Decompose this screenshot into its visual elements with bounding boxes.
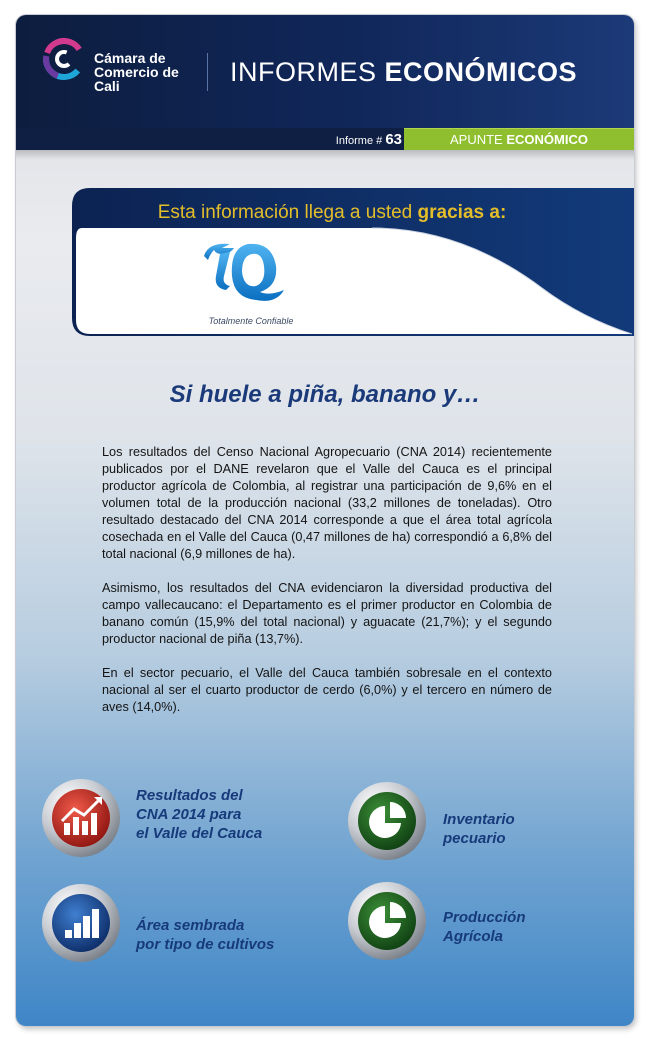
tag-regular: APUNTE (450, 132, 503, 147)
link-text-line[interactable]: Agrícola (443, 928, 504, 945)
planted-area-link-text[interactable] (136, 916, 316, 954)
rising-bar-chart-icon[interactable] (40, 777, 122, 859)
header-divider (207, 53, 208, 91)
article-body (102, 444, 552, 733)
link-text-line[interactable]: CNA 2014 para (136, 806, 242, 823)
pie-chart-icon[interactable] (346, 880, 428, 962)
sponsor-heading-regular: Esta información llega a usted (157, 202, 413, 223)
title-bold: ECONÓMICOS (384, 57, 578, 87)
header-shadow (16, 150, 634, 160)
link-text-line[interactable]: por tipo de cultivos (136, 936, 275, 953)
article-paragraph: Los resultados del Censo Nacional Agropecuario (CNA 2014) recientemente publicados por el DANE revelaron que el Valle del Cauca es el principal productor agrícola de Colombia, al registrar una participación de 9,6% en el volumen total de la producción nacional (33,2 millones de toneladas). Otro resultado destacado del CNA 2014 corresponde a que el área total agrícola cosechada en el Valle del Cauca (0,47 millones de ha) correspondió a 6,8% del total nacional (6,9 millones de ha). (102, 445, 552, 561)
pie-chart-icon[interactable] (346, 780, 428, 862)
org-name-line: Cali (94, 78, 120, 94)
issue-number-label (336, 131, 402, 148)
org-name-line: Comercio de (94, 64, 179, 80)
sponsor-tq-logo-icon (200, 236, 286, 306)
link-text-line[interactable]: el Valle del Cauca (136, 825, 263, 842)
planted-area-link[interactable] (40, 882, 300, 968)
link-text-line[interactable]: Producción (443, 909, 526, 926)
article-title: Si huele a piña, banano y… (169, 381, 481, 408)
organization-name (94, 51, 214, 93)
article-paragraph: En el sector pecuario, el Valle del Cauca también sobresale en el contexto nacional al ser el cuarto productor de cerdo (6,0%) y el tercero en número de aves (14,0%). (102, 666, 552, 714)
sponsor-heading-bold: gracias a: (417, 202, 507, 223)
agricultural-production-link[interactable] (346, 880, 576, 966)
org-name-line: Cámara de (94, 50, 166, 66)
sponsor-banner (72, 188, 634, 336)
issue-prefix: Informe # (335, 135, 383, 147)
section-tag (404, 128, 634, 150)
link-text-line[interactable]: Área sembrada (136, 917, 245, 934)
results-link-text[interactable] (136, 786, 316, 843)
link-text-line[interactable]: Inventario (443, 811, 515, 828)
results-link[interactable] (40, 777, 300, 867)
link-text-line[interactable]: pecuario (443, 830, 506, 847)
livestock-inventory-link-text[interactable] (443, 810, 623, 848)
bar-chart-icon[interactable] (40, 882, 122, 964)
title-regular: INFORMES (230, 57, 377, 87)
chamber-logo-icon (42, 33, 92, 85)
link-text-line[interactable]: Resultados del (136, 787, 243, 804)
report-page (16, 15, 634, 1026)
report-series-title (230, 57, 577, 88)
sponsor-heading (72, 202, 592, 224)
sponsor-logo-caption: Totalmente Confiable (208, 316, 294, 326)
tag-bold: ECONÓMICO (506, 132, 588, 147)
agricultural-production-link-text[interactable] (443, 908, 623, 946)
article-paragraph: Asimismo, los resultados del CNA evidenciaron la diversidad productiva del campo vallecaucano: el Departamento es el primer productor en Colombia de banano común (15,9% del total nacional) y aguacate (21,7%); y el segundo productor nacional de piña (13,7%). (102, 581, 552, 646)
livestock-inventory-link[interactable] (346, 780, 576, 866)
issue-number: 63 (385, 131, 402, 148)
